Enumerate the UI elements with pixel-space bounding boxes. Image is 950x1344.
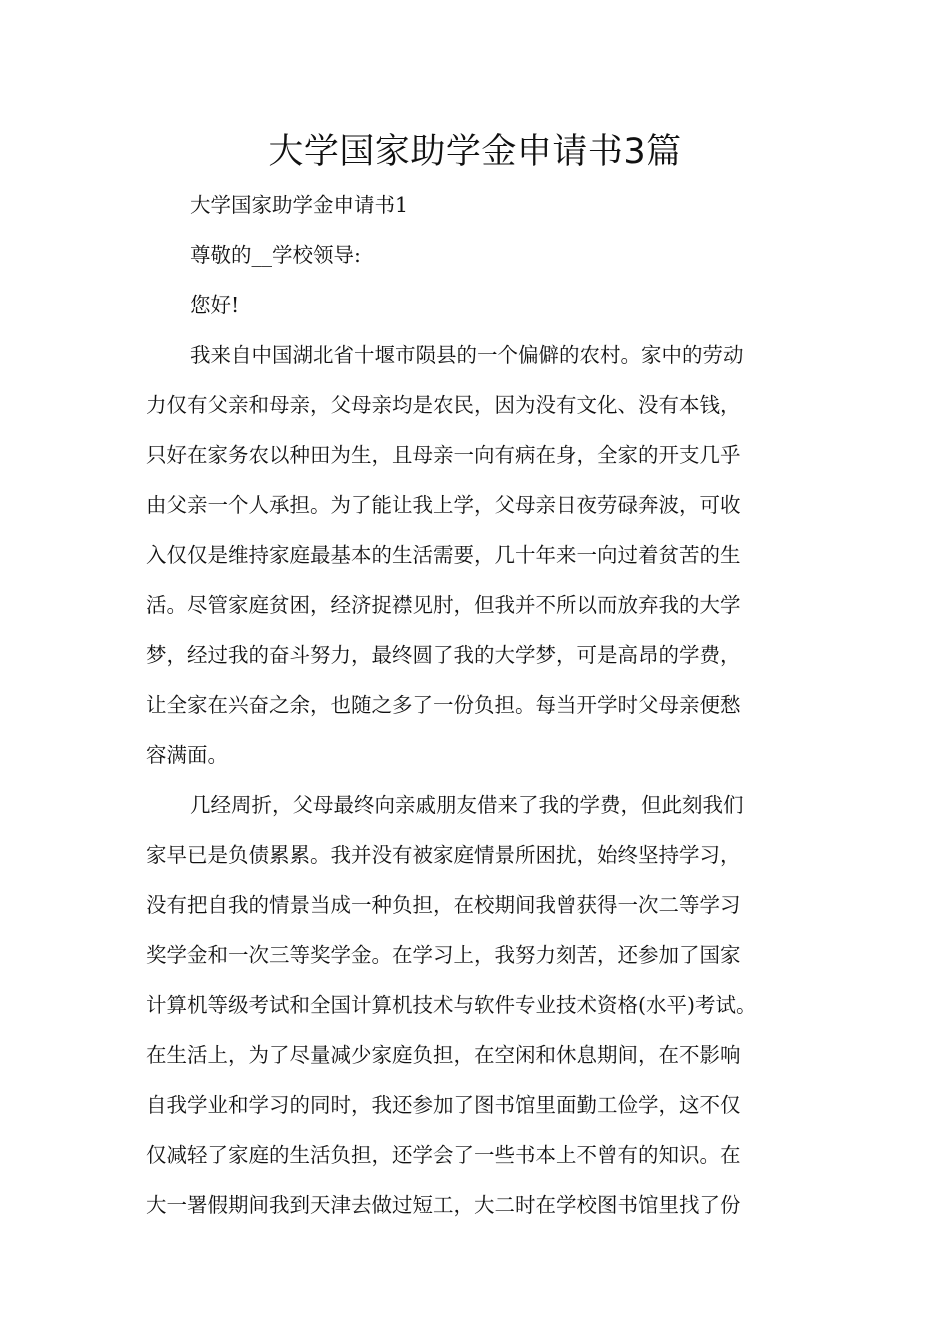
greeting: 您好! [190,293,240,317]
paragraph-2-line-6: 在生活上，为了尽量减少家庭负担，在空闲和休息期间，在不影响 [146,1043,741,1067]
paragraph-1-line-1: 我来自中国湖北省十堰市陨县的一个偏僻的农村。家中的劳动 [190,343,744,367]
paragraph-2-line-2: 家早已是负债累累。我并没有被家庭情景所困扰，始终坚持学习， [146,843,741,867]
paragraph-1-line-5: 入仅仅是维持家庭最基本的生活需要，几十年来一向过着贫苦的生 [146,543,741,567]
section-heading: 大学国家助学金申请书1 [190,193,409,217]
paragraph-1-line-3: 只好在家务农以种田为生，且母亲一向有病在身，全家的开支几乎 [146,443,741,467]
paragraph-1-line-8: 让全家在兴奋之余，也随之多了一份负担。每当开学时父母亲便愁 [146,693,741,717]
paragraph-1-line-2: 力仅有父亲和母亲，父母亲均是农民，因为没有文化、没有本钱， [146,393,741,417]
document-body [146,180,806,1230]
paragraph-1-line-6: 活。尽管家庭贫困，经济捉襟见肘，但我并不所以而放弃我的大学 [146,593,741,617]
paragraph-1-line-7: 梦，经过我的奋斗努力，最终圆了我的大学梦，可是高昂的学费， [146,643,741,667]
paragraph-1-line-9: 容满面。 [146,743,228,767]
paragraph-2-line-9: 大一署假期间我到天津去做过短工，大二时在学校图书馆里找了份 [146,1193,741,1217]
paragraph-2-line-5: 计算机等级考试和全国计算机技术与软件专业技术资格(水平)考试。 [146,993,757,1017]
paragraph-2-line-8: 仅减轻了家庭的生活负担，还学会了一些书本上不曾有的知识。在 [146,1143,741,1167]
paragraph-2-line-4: 奖学金和一次三等奖学金。在学习上，我努力刻苦，还参加了国家 [146,943,741,967]
paragraph-2-line-3: 没有把自我的情景当成一种负担，在校期间我曾获得一次二等学习 [146,893,741,917]
paragraph-2-line-1: 几经周折，父母最终向亲戚朋友借来了我的学费，但此刻我们 [190,793,744,817]
paragraph-1-line-4: 由父亲一个人承担。为了能让我上学，父母亲日夜劳碌奔波，可收 [146,493,741,517]
document-title: 大学国家助学金申请书3篇 [268,132,682,172]
paragraph-2-line-7: 自我学业和学习的同时，我还参加了图书馆里面勤工俭学，这不仅 [146,1093,741,1117]
salutation: 尊敬的__学校领导: [190,243,361,267]
